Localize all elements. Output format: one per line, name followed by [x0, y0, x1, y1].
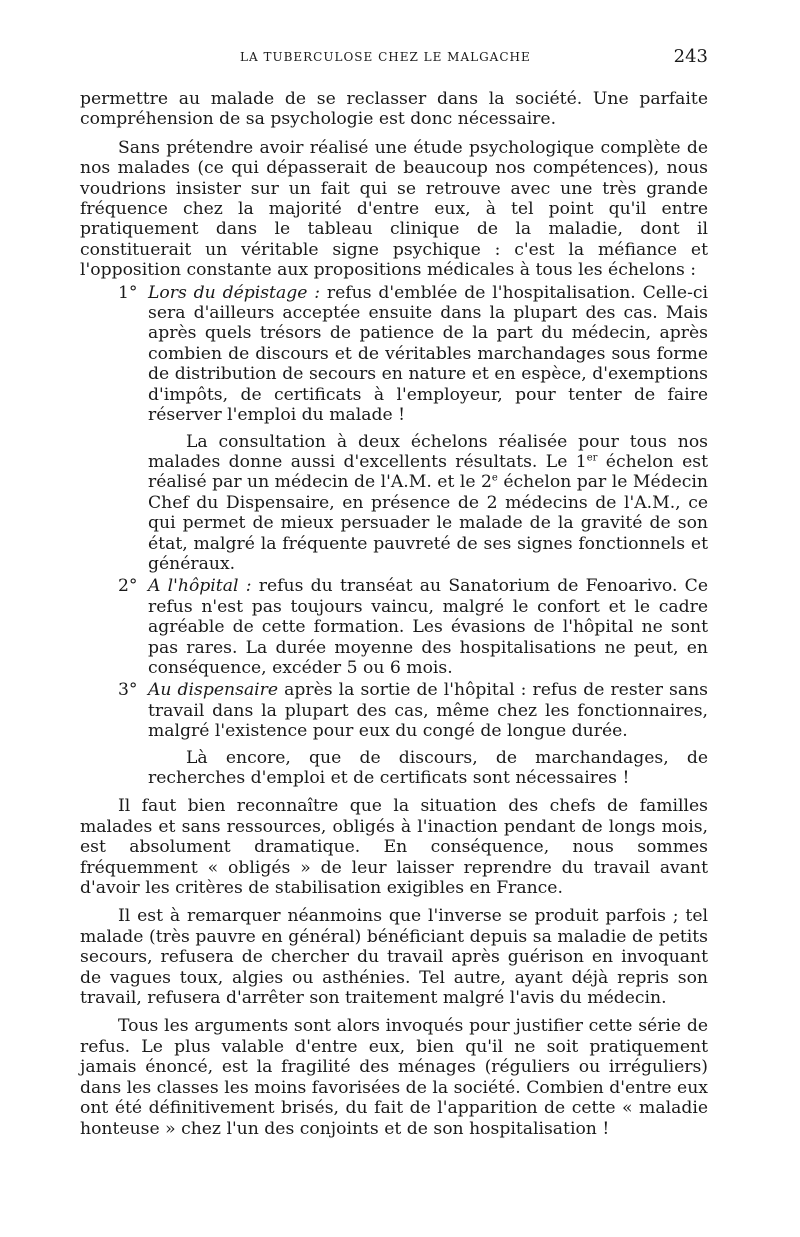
page-header: [80, 46, 708, 74]
item-number: 3°: [118, 680, 138, 701]
item-body: refus du transéat au Sanatorium de Fenoarivo. Ce refus n'est pas toujours vaincu, malgré le confort et le cadre agréable de cette formation. Les évasions de l'hôpital ne sont pas rares. La durée moyenne des hospitalisations ne peut, en conséquence, excéder 5 ou 6 mois.: [148, 576, 709, 678]
paragraph: Il faut bien reconnaître que la situation des chefs de familles malades et sans ressources, obligés à l'inaction pendant de longs mois, est absolument dramatique. En conséquence, nous sommes fréquemment « obligés » de leur laisser reprendre du travail avant d'avoir les critères de stabilisation exigibles en France.: [80, 796, 708, 899]
item-sub-text: échelon est réalisé par un médecin de l'A.M. et le 2: [148, 451, 709, 493]
item-sub-text: La consultation à deux échelons réalisée pour tous nos malades donne aussi d'excellents résultats. Le 1: [148, 431, 708, 472]
item-text: [148, 283, 708, 426]
item-lead: A l'hôpital :: [148, 576, 252, 597]
list-item: [80, 283, 708, 575]
item-text: [148, 680, 708, 741]
superscript: e: [491, 472, 498, 484]
item-subparagraph: [148, 432, 708, 575]
item-lead: Lors du dépistage :: [148, 282, 321, 303]
item-subparagraph: Là encore, que de discours, de marchandages, de recherches d'emploi et de certificats sont nécessaires !: [148, 747, 708, 788]
item-lead: Au dispensaire: [148, 680, 279, 701]
paragraph: Tous les arguments sont alors invoqués pour justifier cette série de refus. Le plus valable d'entre eux, bien qu'il ne soit pratiquement jamais énoncé, est la fragilité des ménages (réguliers ou irréguliers) dans les classes les moins favorisées de la société. Combien d'entre eux ont été définitivement brisés, du fait de l'apparition de cette « maladie honteuse » chez l'un des conjoints et de son hospitalisation !: [80, 1016, 708, 1139]
item-body: refus d'emblée de l'hospitalisation. Celle-ci sera d'ailleurs acceptée ensuite dans la plupart des cas. Mais après quels trésors de patience de la part du médecin, après combien de discours et de véritables marchandages sous forme de distribution de secours en nature et en espèce, d'exemptions d'impôts, de certificats à l'employeur, pour tenter de faire réserver l'emploi du malade !: [148, 282, 709, 426]
page-number: 243: [673, 46, 708, 67]
paragraph: Il est à remarquer néanmoins que l'inverse se produit parfois ; tel malade (très pauvre en général) bénéficiant depuis sa maladie de petits secours, refusera de chercher du travail après guérison en invoquant de vagues toux, algies ou asthénies. Tel autre, ayant déjà repris son travail, refusera d'arrêter son traitement malgré l'avis du médecin.: [80, 906, 708, 1009]
body-text: [80, 89, 708, 1139]
running-title: LA TUBERCULOSE CHEZ LE MALGACHE: [240, 50, 531, 64]
list-item: [80, 680, 708, 788]
superscript: er: [586, 452, 598, 464]
paragraph: permettre au malade de se reclasser dans la société. Une parfaite compréhension de sa psychologie est donc nécessaire.: [80, 89, 708, 130]
item-number: 1°: [118, 282, 138, 303]
item-sub-text: échelon par le Médecin Chef du Dispensaire, en présence de 2 médecins de l'A.M., ce qui permet de mieux persuader le malade de la gravité de son état, malgré la fréquente pauvreté de ses signes fonctionnels et généraux.: [148, 472, 708, 574]
item-body: après la sortie de l'hôpital : refus de rester sans travail dans la plupart des cas, même chez les fonctionnaires, malgré l'existence pour eux du congé de longue durée.: [148, 680, 708, 742]
item-text: [148, 576, 708, 678]
item-number: 2°: [118, 576, 138, 597]
paragraph: Sans prétendre avoir réalisé une étude psychologique complète de nos malades (ce qui dépasserait de beaucoup nos compétences), nous voudrions insister sur un fait qui se retrouve avec une très grande fréquence chez la majorité d'entre eux, à tel point qu'il entre pratiquement dans le tableau clinique de la maladie, dont il constituerait un véritable signe psychique : c'est la méfiance et l'opposition constante aux propositions médicales à tous les échelons :: [80, 137, 708, 281]
list-item: [80, 576, 708, 678]
